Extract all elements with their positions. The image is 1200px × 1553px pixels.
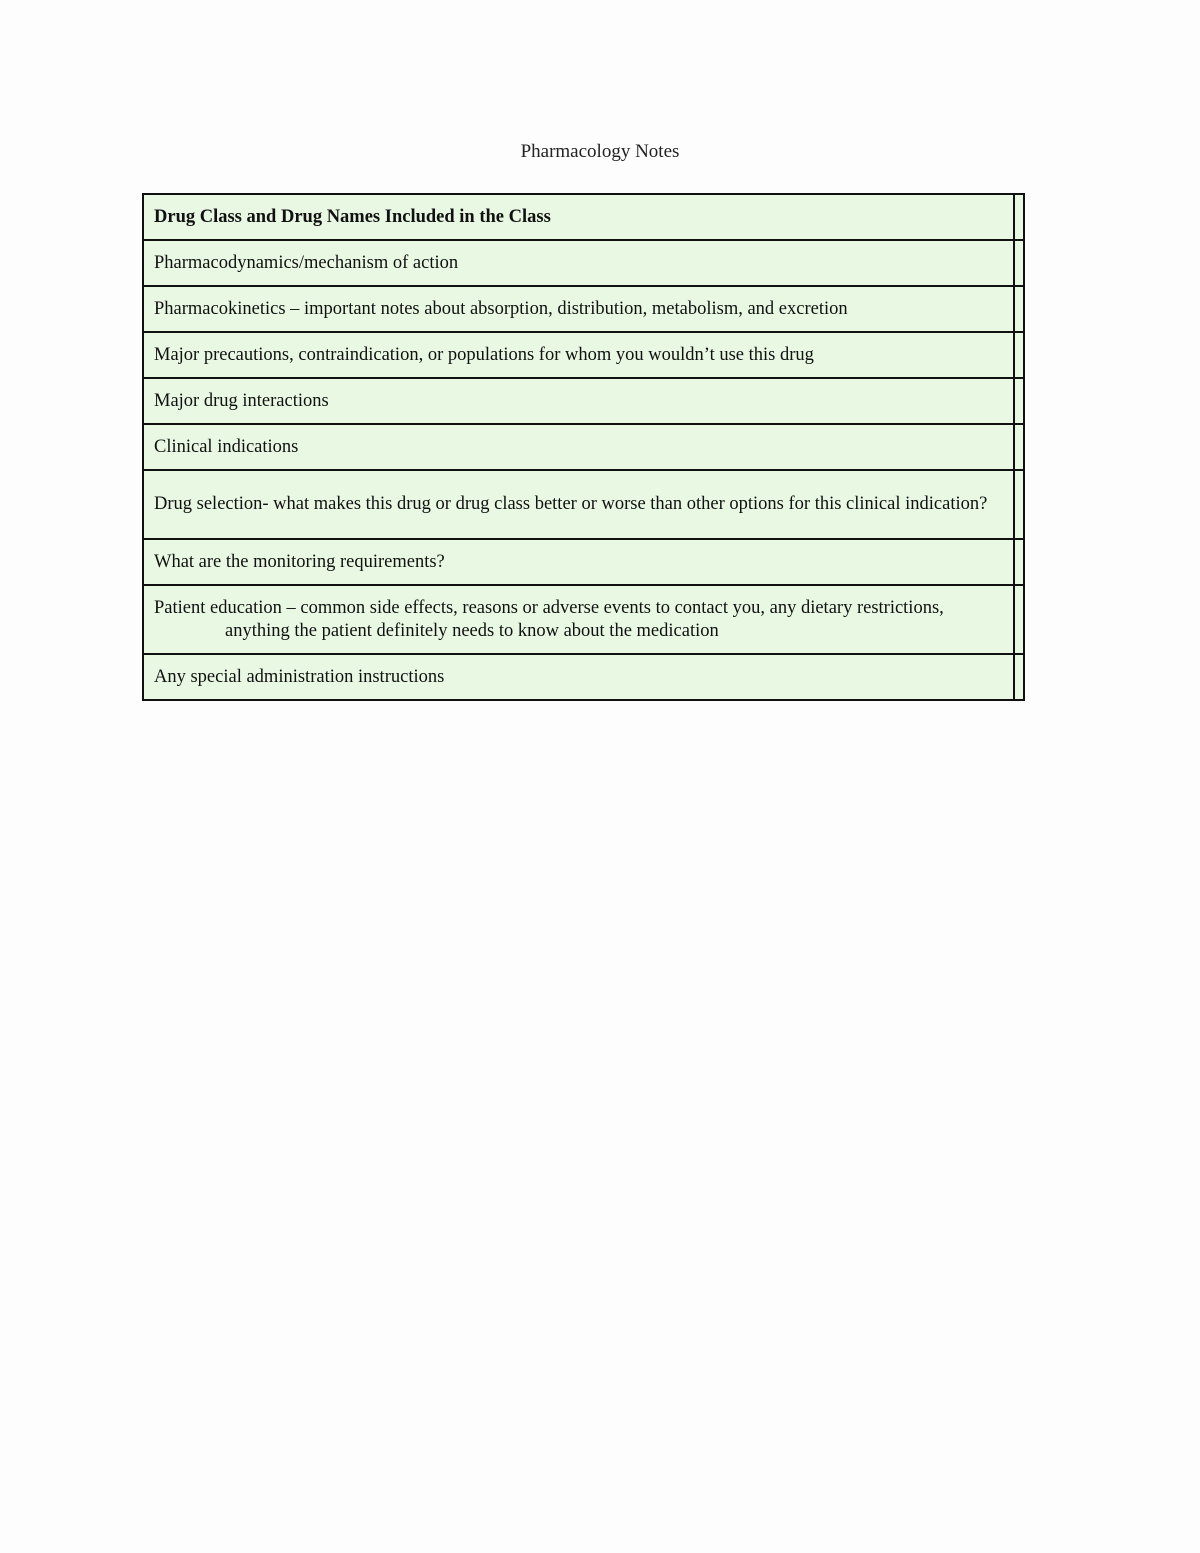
page-title: Pharmacology Notes xyxy=(520,141,680,162)
row-label-drug-selection xyxy=(143,470,1014,539)
row-label-drug-class: Drug Class and Drug Names Included in the Class xyxy=(143,194,1014,240)
notes-cell-pharmacokinetics[interactable] xyxy=(1014,286,1024,332)
notes-cell-drug-class[interactable] xyxy=(1014,194,1024,240)
row-label-drug-interactions: Major drug interactions xyxy=(143,378,1014,424)
notes-cell-patient-education[interactable] xyxy=(1014,585,1024,654)
row-label-patient-education-text: Patient education – common side effects, reasons or adverse events to contact you, any dietary restrictions, anything the patient definitely needs to know about the medication xyxy=(154,597,944,641)
notes-cell-precautions[interactable] xyxy=(1014,332,1024,378)
row-label-precautions: Major precautions, contraindication, or populations for whom you wouldn’t use this drug xyxy=(143,332,1014,378)
table-row-precautions xyxy=(143,332,1024,378)
row-label-patient-education xyxy=(143,585,1014,654)
notes-cell-clinical-indications[interactable] xyxy=(1014,424,1024,470)
notes-cell-administration[interactable] xyxy=(1014,654,1024,700)
row-label-drug-selection-text: Drug selection- what makes this drug or drug class better or worse than other options for this clinical indication? xyxy=(154,494,988,514)
table-row-pharmacodynamics xyxy=(143,240,1024,286)
table-row-pharmacokinetics xyxy=(143,286,1024,332)
table-row-monitoring xyxy=(143,539,1024,585)
table-row-administration xyxy=(143,654,1024,700)
row-label-monitoring: What are the monitoring requirements? xyxy=(143,539,1014,585)
notes-cell-drug-selection[interactable] xyxy=(1014,470,1024,539)
table-row-drug-selection xyxy=(143,470,1024,539)
notes-cell-drug-interactions[interactable] xyxy=(1014,378,1024,424)
row-label-clinical-indications: Clinical indications xyxy=(143,424,1014,470)
pharmacology-notes-table xyxy=(142,193,1025,701)
table-row-patient-education xyxy=(143,585,1024,654)
notes-cell-monitoring[interactable] xyxy=(1014,539,1024,585)
table-row-drug-class xyxy=(143,194,1024,240)
row-label-administration: Any special administration instructions xyxy=(143,654,1014,700)
notes-cell-pharmacodynamics[interactable] xyxy=(1014,240,1024,286)
table-row-drug-interactions xyxy=(143,378,1024,424)
row-label-pharmacodynamics: Pharmacodynamics/mechanism of action xyxy=(143,240,1014,286)
row-label-pharmacokinetics: Pharmacokinetics – important notes about absorption, distribution, metabolism, and excretion xyxy=(143,286,1014,332)
table-row-clinical-indications xyxy=(143,424,1024,470)
